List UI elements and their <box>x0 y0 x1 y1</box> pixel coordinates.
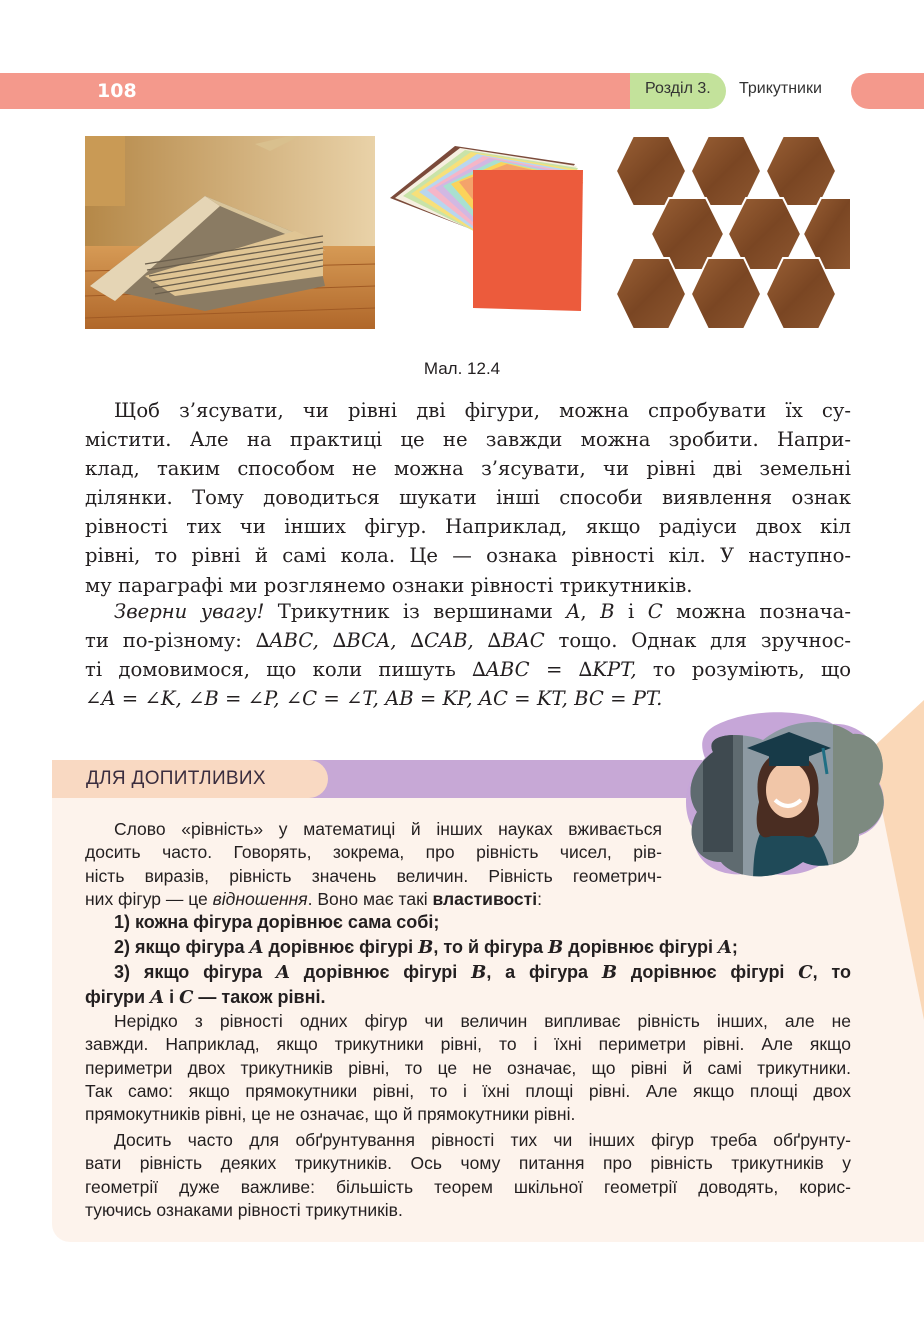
math-expression: ∆ABC, ∆BCA, ∆CAB, ∆BAC <box>255 629 545 653</box>
header-right-cap <box>851 73 924 109</box>
figure-caption: Мал. 12.4 <box>423 359 501 378</box>
paragraph-line: геометрії дуже важливе: більшість теорем шкільної геометрії доводять, корис- <box>85 1176 851 1197</box>
paragraph-line: рівні, то рівні й самі кола. Це — ознака рівності кіл. У наступно- <box>85 544 851 568</box>
colored-paper-sheets-photo <box>385 136 595 329</box>
property-item: 2) якщо фігура A дорівнює фігурі B, то й фігура B дорівнює фігурі A; <box>114 937 738 958</box>
box-title: ДЛЯ ДОПИТЛИВИХ <box>86 768 266 789</box>
note-paragraph <box>85 597 851 713</box>
paragraph-line <box>85 684 851 713</box>
graduate-student-photo <box>683 712 891 884</box>
paragraph-line: периметри двох трикутників рівні, то це не означає, що рівні й самі трикутники. <box>85 1057 851 1078</box>
paragraph-line: ність виразів, рівність значень величин. Рівність геометрич- <box>85 865 662 886</box>
paragraph-line: досить часто. Говорять, зокрема, про рівність чисел, рів- <box>85 842 662 863</box>
math-expression: ∠A = ∠K, ∠B = ∠P, ∠C = ∠T, AB = KP, AC = KT, BC = PT. <box>85 687 663 711</box>
paragraph-line: клад, таким способом не можна з’ясувати, чи рівні дві земельні <box>85 457 851 481</box>
paragraph-line: Нерідко з рівності одних фігур чи величин випливає рівність інших, але не <box>114 1011 851 1031</box>
wooden-hexagon-tiles-photo <box>611 136 851 329</box>
math-expression: ∆ABC = ∆KPT, <box>472 658 637 682</box>
paragraph-line: Досить часто для обґрунтування рівності тих чи інших фігур треба обґрунту- <box>114 1130 851 1150</box>
paragraph-line: прямокутників рівні, це не означає, що й прямокутники рівні. <box>85 1104 576 1125</box>
property-item: 1) кожна фігура дорівнює сама собі; <box>114 912 440 932</box>
paragraph-line: туючись ознаками рівності трикутників. <box>85 1199 403 1220</box>
paragraph-line: ті домовимося, що коли пишуть ∆ABC = ∆KPT, то розуміють, що <box>85 658 851 682</box>
paragraph-line: Зверни увагу! Трикутник із вершинами A, B і C можна познача- <box>114 600 851 623</box>
paragraph-line: Так само: якщо прямокутники рівні, то і їхні площі рівні. Але якщо площі двох <box>85 1080 851 1101</box>
paragraph-line: му параграфі ми розглянемо ознаки рівності трикутників. <box>85 573 693 597</box>
paragraph-line: завжди. Наприклад, якщо трикутники рівні, то і їхні периметри рівні. Але якщо <box>85 1034 851 1055</box>
paragraph-line: Слово «рівність» у математиці й інших науках вживається <box>114 819 662 839</box>
paragraph-line: Щоб з’ясувати, чи рівні дві фігури, можна спробувати їх су- <box>114 399 851 422</box>
laminate-boards-photo <box>85 136 375 329</box>
box-paragraph <box>85 818 662 911</box>
chapter-title: Трикутники <box>739 80 822 97</box>
page-number: 108 <box>97 80 137 102</box>
paragraph-line: ти по-різному: ∆ABC, ∆BCA, ∆CAB, ∆BAC тощо. Однак для зручнос- <box>85 629 851 653</box>
properties-list <box>85 910 851 1010</box>
paragraph-line: рівності тих чи інших фігур. Наприклад, якщо радіуси двох кіл <box>85 515 851 539</box>
note-lead: Зверни увагу! <box>114 600 265 623</box>
box-paragraph <box>85 1129 851 1222</box>
paragraph-line: містити. Але на практиці це не завжди можна зробити. Напри- <box>85 428 851 452</box>
paragraph-line: них фігур — це відношення. Воно має такі властивості: <box>85 888 542 909</box>
paragraph-line: вати рівність деяких трикутників. Ось чому питання про рівність трикутників у <box>85 1153 851 1174</box>
main-paragraph <box>85 396 851 600</box>
box-paragraph <box>85 1010 851 1126</box>
property-item: 3) якщо фігура A дорівнює фігурі B, а фігура B дорівнює фігурі C, то <box>114 962 851 983</box>
property-item: фігури A і C — також рівні. <box>85 987 326 1008</box>
section-label: Розділ 3. <box>645 80 711 97</box>
paragraph-line: ділянки. Тому доводиться шукати інші способи виявлення ознак <box>85 486 851 510</box>
